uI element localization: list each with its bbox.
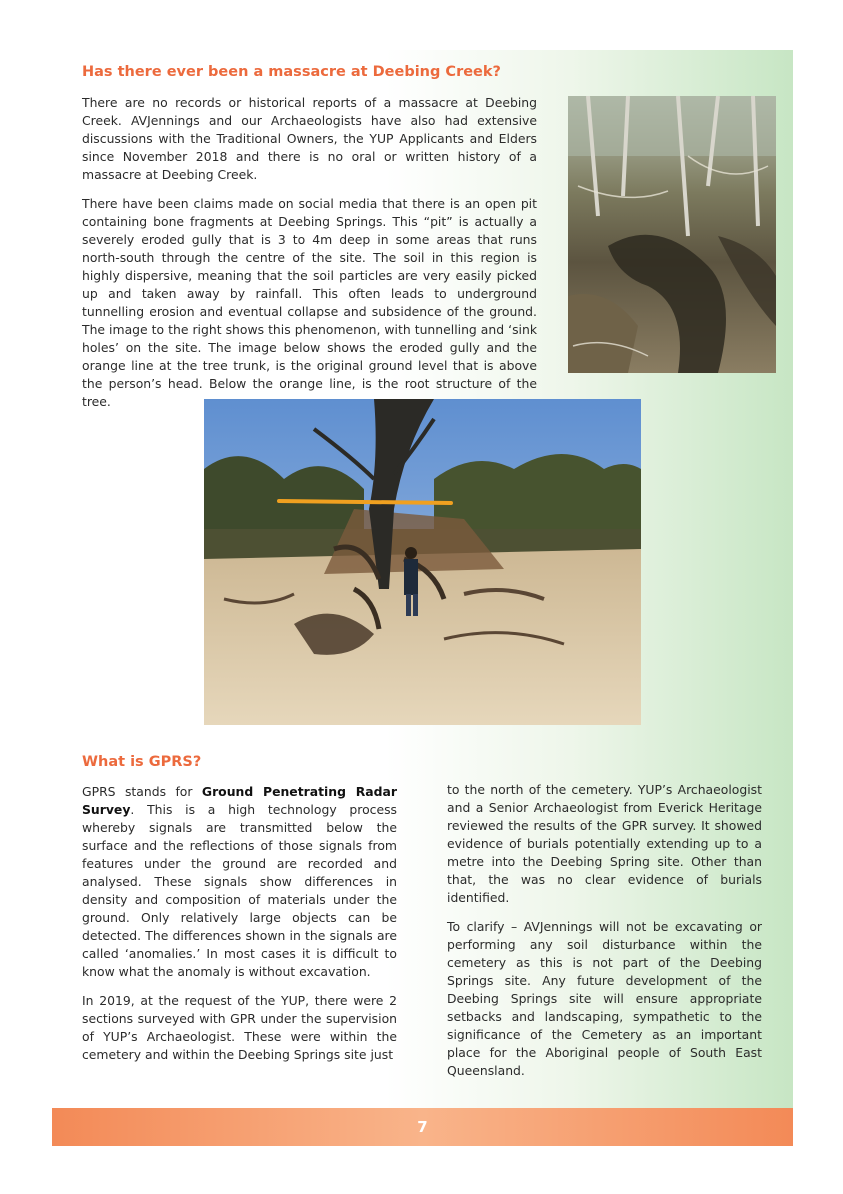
gprs-definition-prefix: GPRS stands for: [82, 784, 202, 799]
paragraph-survey-results: to the north of the cemetery. YUP’s Archaeologist and a Senior Archaeologist from Everick Heritage reviewed the results of the GPR survey. It showed evidence of burials potentially extending up to a metre into the Deebing Spring site. Other than that, the was no clear evidence of burials identified.: [447, 782, 762, 905]
heading-what-is-gprs: What is GPRS?: [82, 754, 202, 770]
paragraph-pit-claims: There have been claims made on social media that there is an open pit containing bone fragments at Deebing Springs. This “pit” is actually a severely eroded gully that is 3 to 4m deep in some areas that runs north-south through the centre of the site. The soil in this region is highly dispersive, meaning that the soil particles are very easily picked up and taken away by rainfall. This often leads to underground tunnelling erosion and eventual collapse and subsidence of the ground. The image to the right shows this phenomenon, with tunnelling and ‘sink holes’ on the site. The image below shows the eroded gully and the orange line at the tree trunk, is the original ground level that is above the person’s head. Below the orange line, is the root structure of the tree.: [82, 196, 537, 409]
paragraph-no-records: There are no records or historical reports of a massacre at Deebing Creek. AVJennings and our Archaeologists have also had extensive discussions with the Traditional Owners, the YUP Applicants and Elders since November 2018 and there is no oral or written history of a massacre at Deebing Creek.: [82, 95, 537, 182]
page-number: 7: [417, 1118, 428, 1136]
footer-band: [52, 1108, 793, 1146]
photo-eroded-gully: [204, 399, 641, 725]
heading-massacre: Has there ever been a massacre at Deebing Creek?: [82, 64, 501, 80]
paragraph-survey-2019: In 2019, at the request of the YUP, there were 2 sections surveyed with GPR under the supervision of YUP’s Archaeologist. These were within the cemetery and within the Deebing Springs site just: [82, 993, 397, 1062]
gprs-definition-rest: . This is a high technology process whereby signals are transmitted below the surface and the reflections of those signals from features under the ground are recorded and analysed. These signals show differences in density and composition of materials under the ground. Only relatively large objects can be detected. The differences shown in the signals are called ‘anomalies.’ In most cases it is difficult to know what the anomaly is without excavation.: [82, 802, 397, 979]
paragraph-clarify-avjennings: To clarify – AVJennings will not be excavating or performing any soil disturbance within the cemetery as this is not part of the Deebing Springs site. Any future development of the Deebing Springs site will ensure appropriate setbacks and landscaping, sympathetic to the significance of the Cemetery as an important place for the Aboriginal people of South East Queensland.: [447, 919, 762, 1078]
gprs-full-name: Ground Penetrating Radar Survey: [82, 784, 397, 817]
photo-tunnelling-sinkholes: [568, 96, 776, 373]
paragraph-gprs-definition: [82, 783, 397, 981]
